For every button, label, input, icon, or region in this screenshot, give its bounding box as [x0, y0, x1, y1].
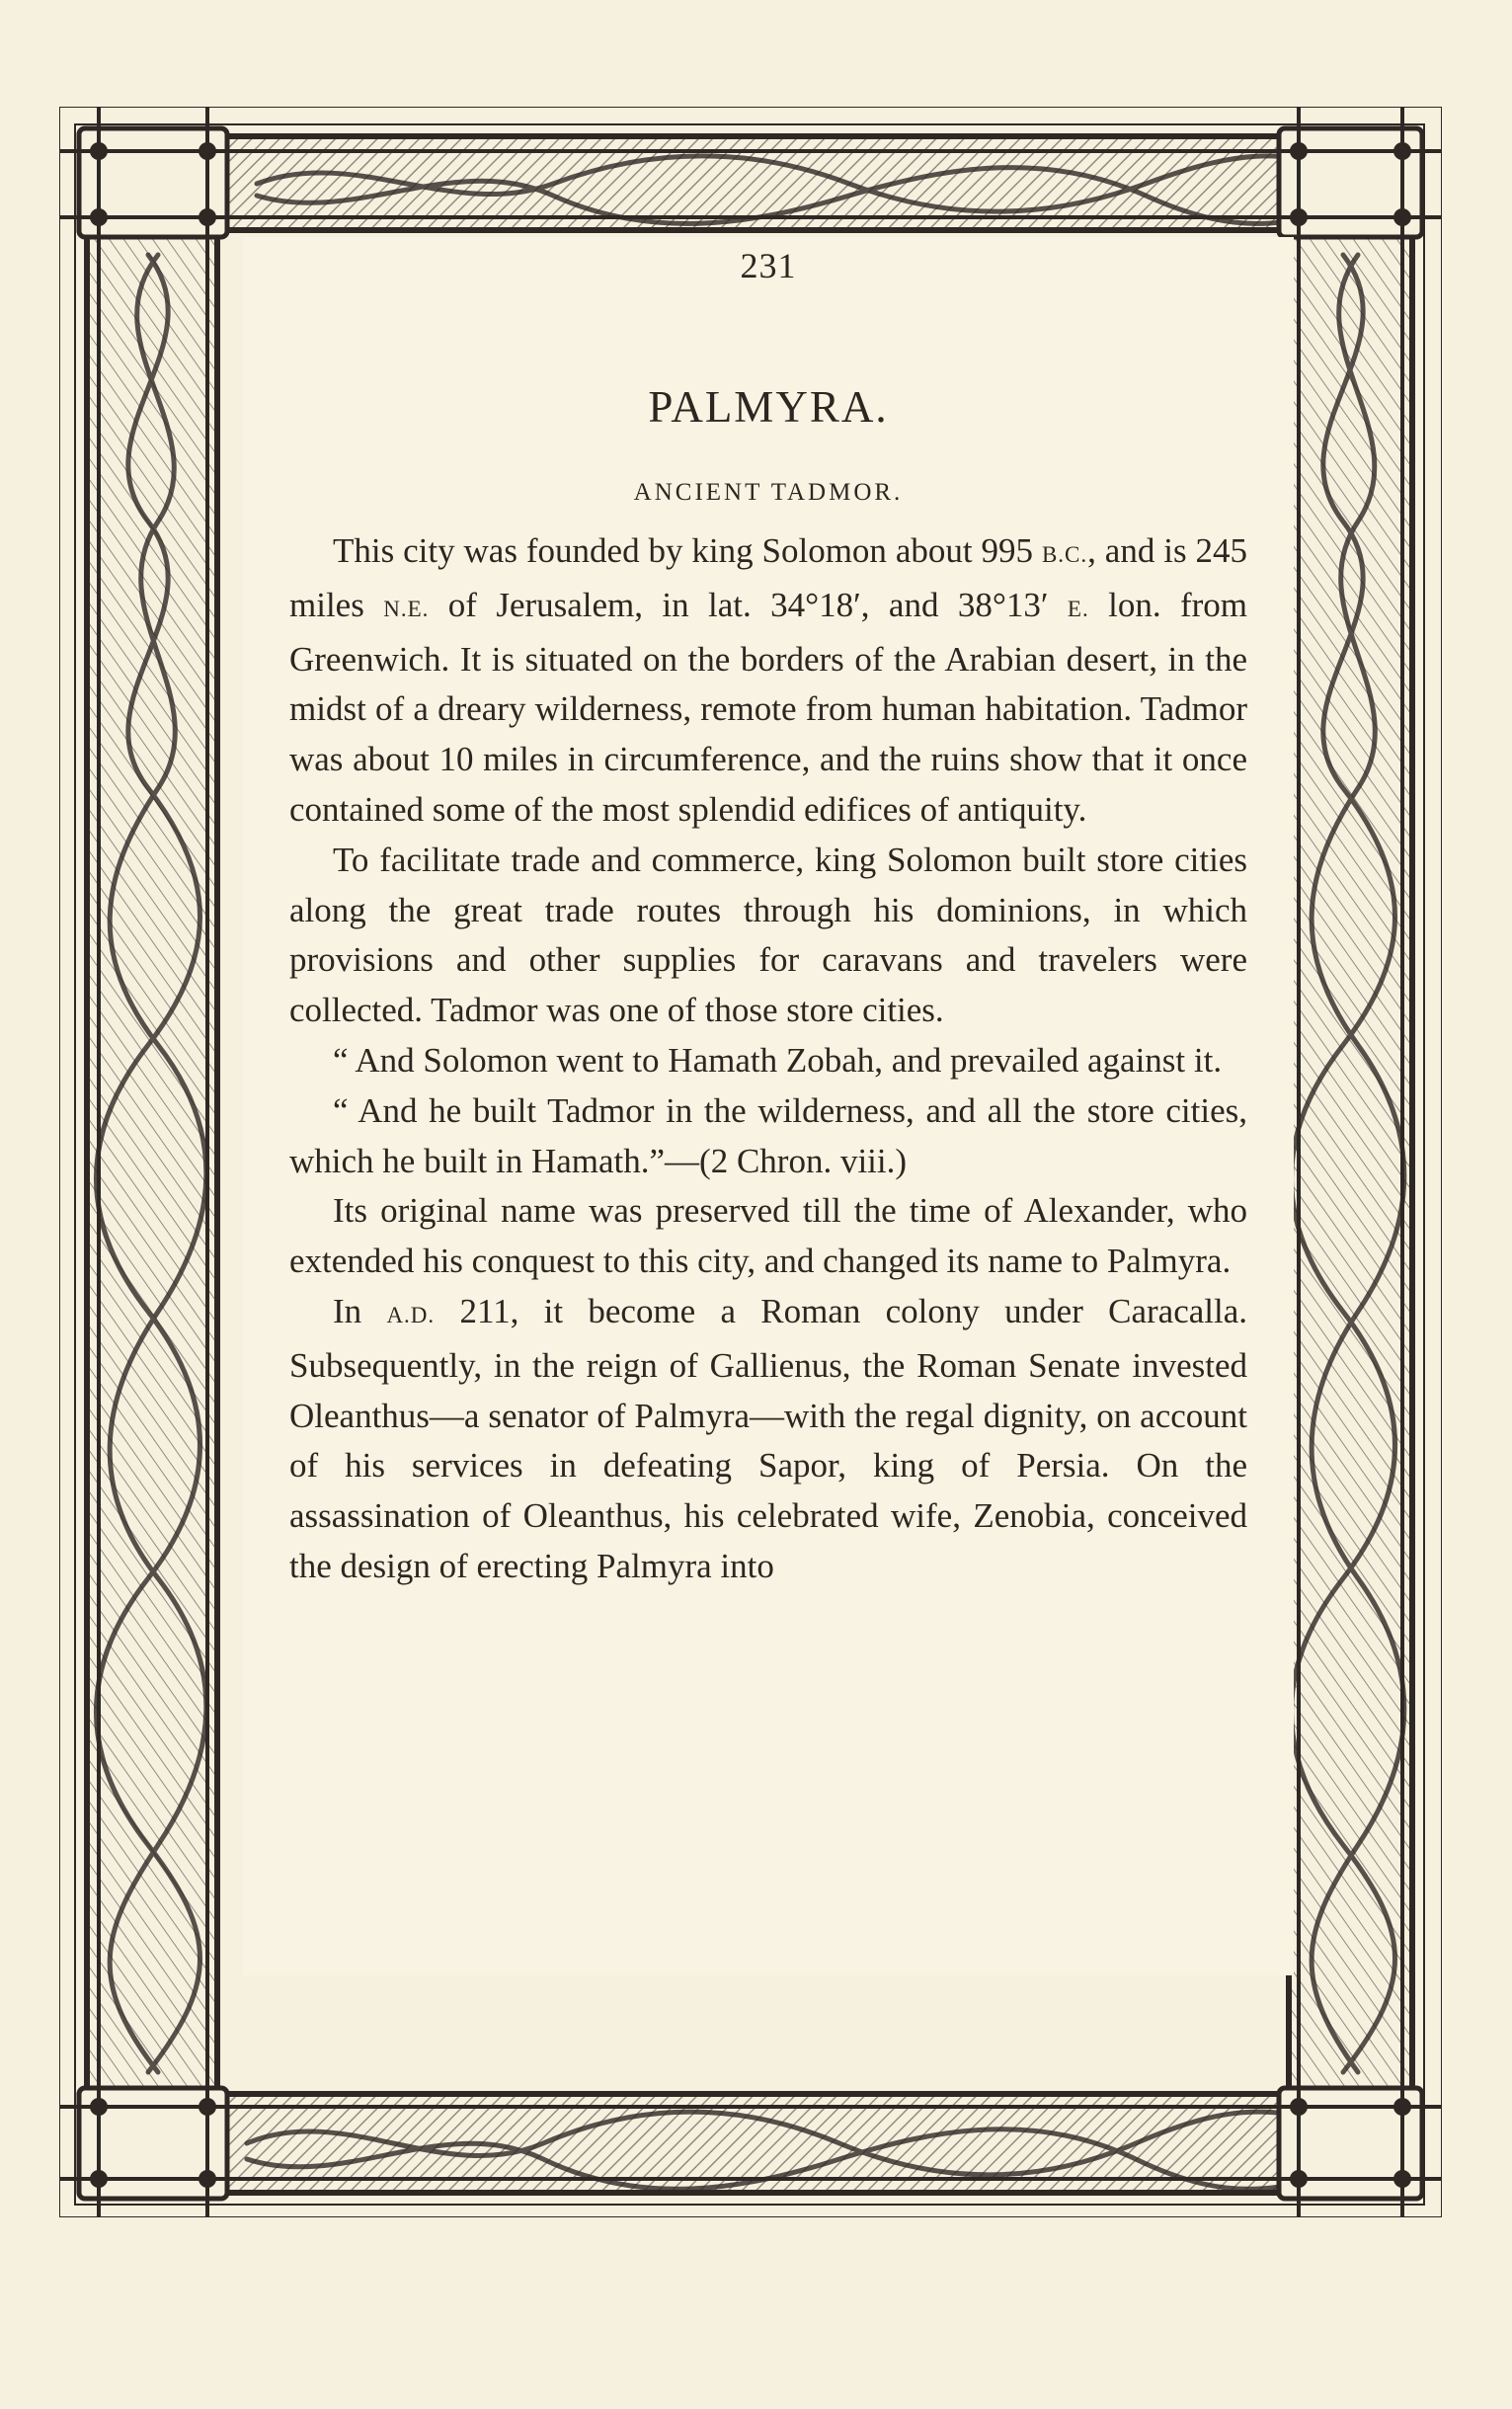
- paragraph-text: 211, it become a Roman colony under Caracalla. Subsequently, in the reign of Gallienus, the Roman Senate invested Oleanthus—a senator of Palmyra—with the regal dignity, on account of his services in defeating Sapor, king of Persia. On the assassination of Oleanthus, his celebrated wife, Zenobia, conceived the design of erecting Palmyra into: [289, 1291, 1248, 1585]
- paragraph-text: of Jerusalem, in lat. 34°18′, and 38°13′: [429, 585, 1068, 624]
- paragraph-text: In: [333, 1291, 387, 1330]
- paragraph-text: , and is 245 miles: [289, 531, 1247, 624]
- paragraph-4: “ And he built Tadmor in the wilderness, and all the store cities, which he built in Hamath.”—(2 Chron. viii.): [289, 1090, 1247, 1180]
- paragraph-5: Its original name was preserved till the time of Alexander, who extended his conquest to this city, and changed its name to Palmyra.: [289, 1191, 1247, 1281]
- paragraph-text: This city was founded by king Solomon about 995: [333, 531, 1042, 570]
- abbreviation: A.D.: [386, 1302, 436, 1327]
- paragraph-text: lon. from Greenwich. It is situated on the borders of the Arabian desert, in the midst of a dreary wilderness, remote from human habitation. Tadmor was about 10 miles in circumference, and the ruins show that it once contained some of the most splendid edifices of antiquity.: [289, 585, 1248, 829]
- abbreviation: E.: [1067, 596, 1089, 621]
- paragraph-2: To facilitate trade and commerce, king Solomon built store cities along the great trade routes through his dominions, in which provisions and other supplies for caravans and travelers were collected. Tadmor was one of those store cities.: [289, 840, 1247, 1030]
- abbreviation: N.E.: [383, 596, 430, 621]
- text-panel: [243, 237, 1294, 1975]
- paragraph-6: [289, 1287, 1247, 1592]
- paragraph-3: “ And Solomon went to Hamath Zobah, and prevailed against it.: [333, 1040, 1223, 1080]
- page-title: PALMYRA.: [648, 382, 889, 432]
- body-text: [289, 526, 1247, 1592]
- left-band: [87, 230, 217, 2094]
- paragraph-1: [289, 526, 1247, 836]
- right-band: [1289, 230, 1412, 2094]
- page-number: 231: [740, 246, 797, 285]
- abbreviation: B.C.: [1041, 542, 1088, 567]
- section-subtitle: ANCIENT TADMOR.: [633, 479, 904, 506]
